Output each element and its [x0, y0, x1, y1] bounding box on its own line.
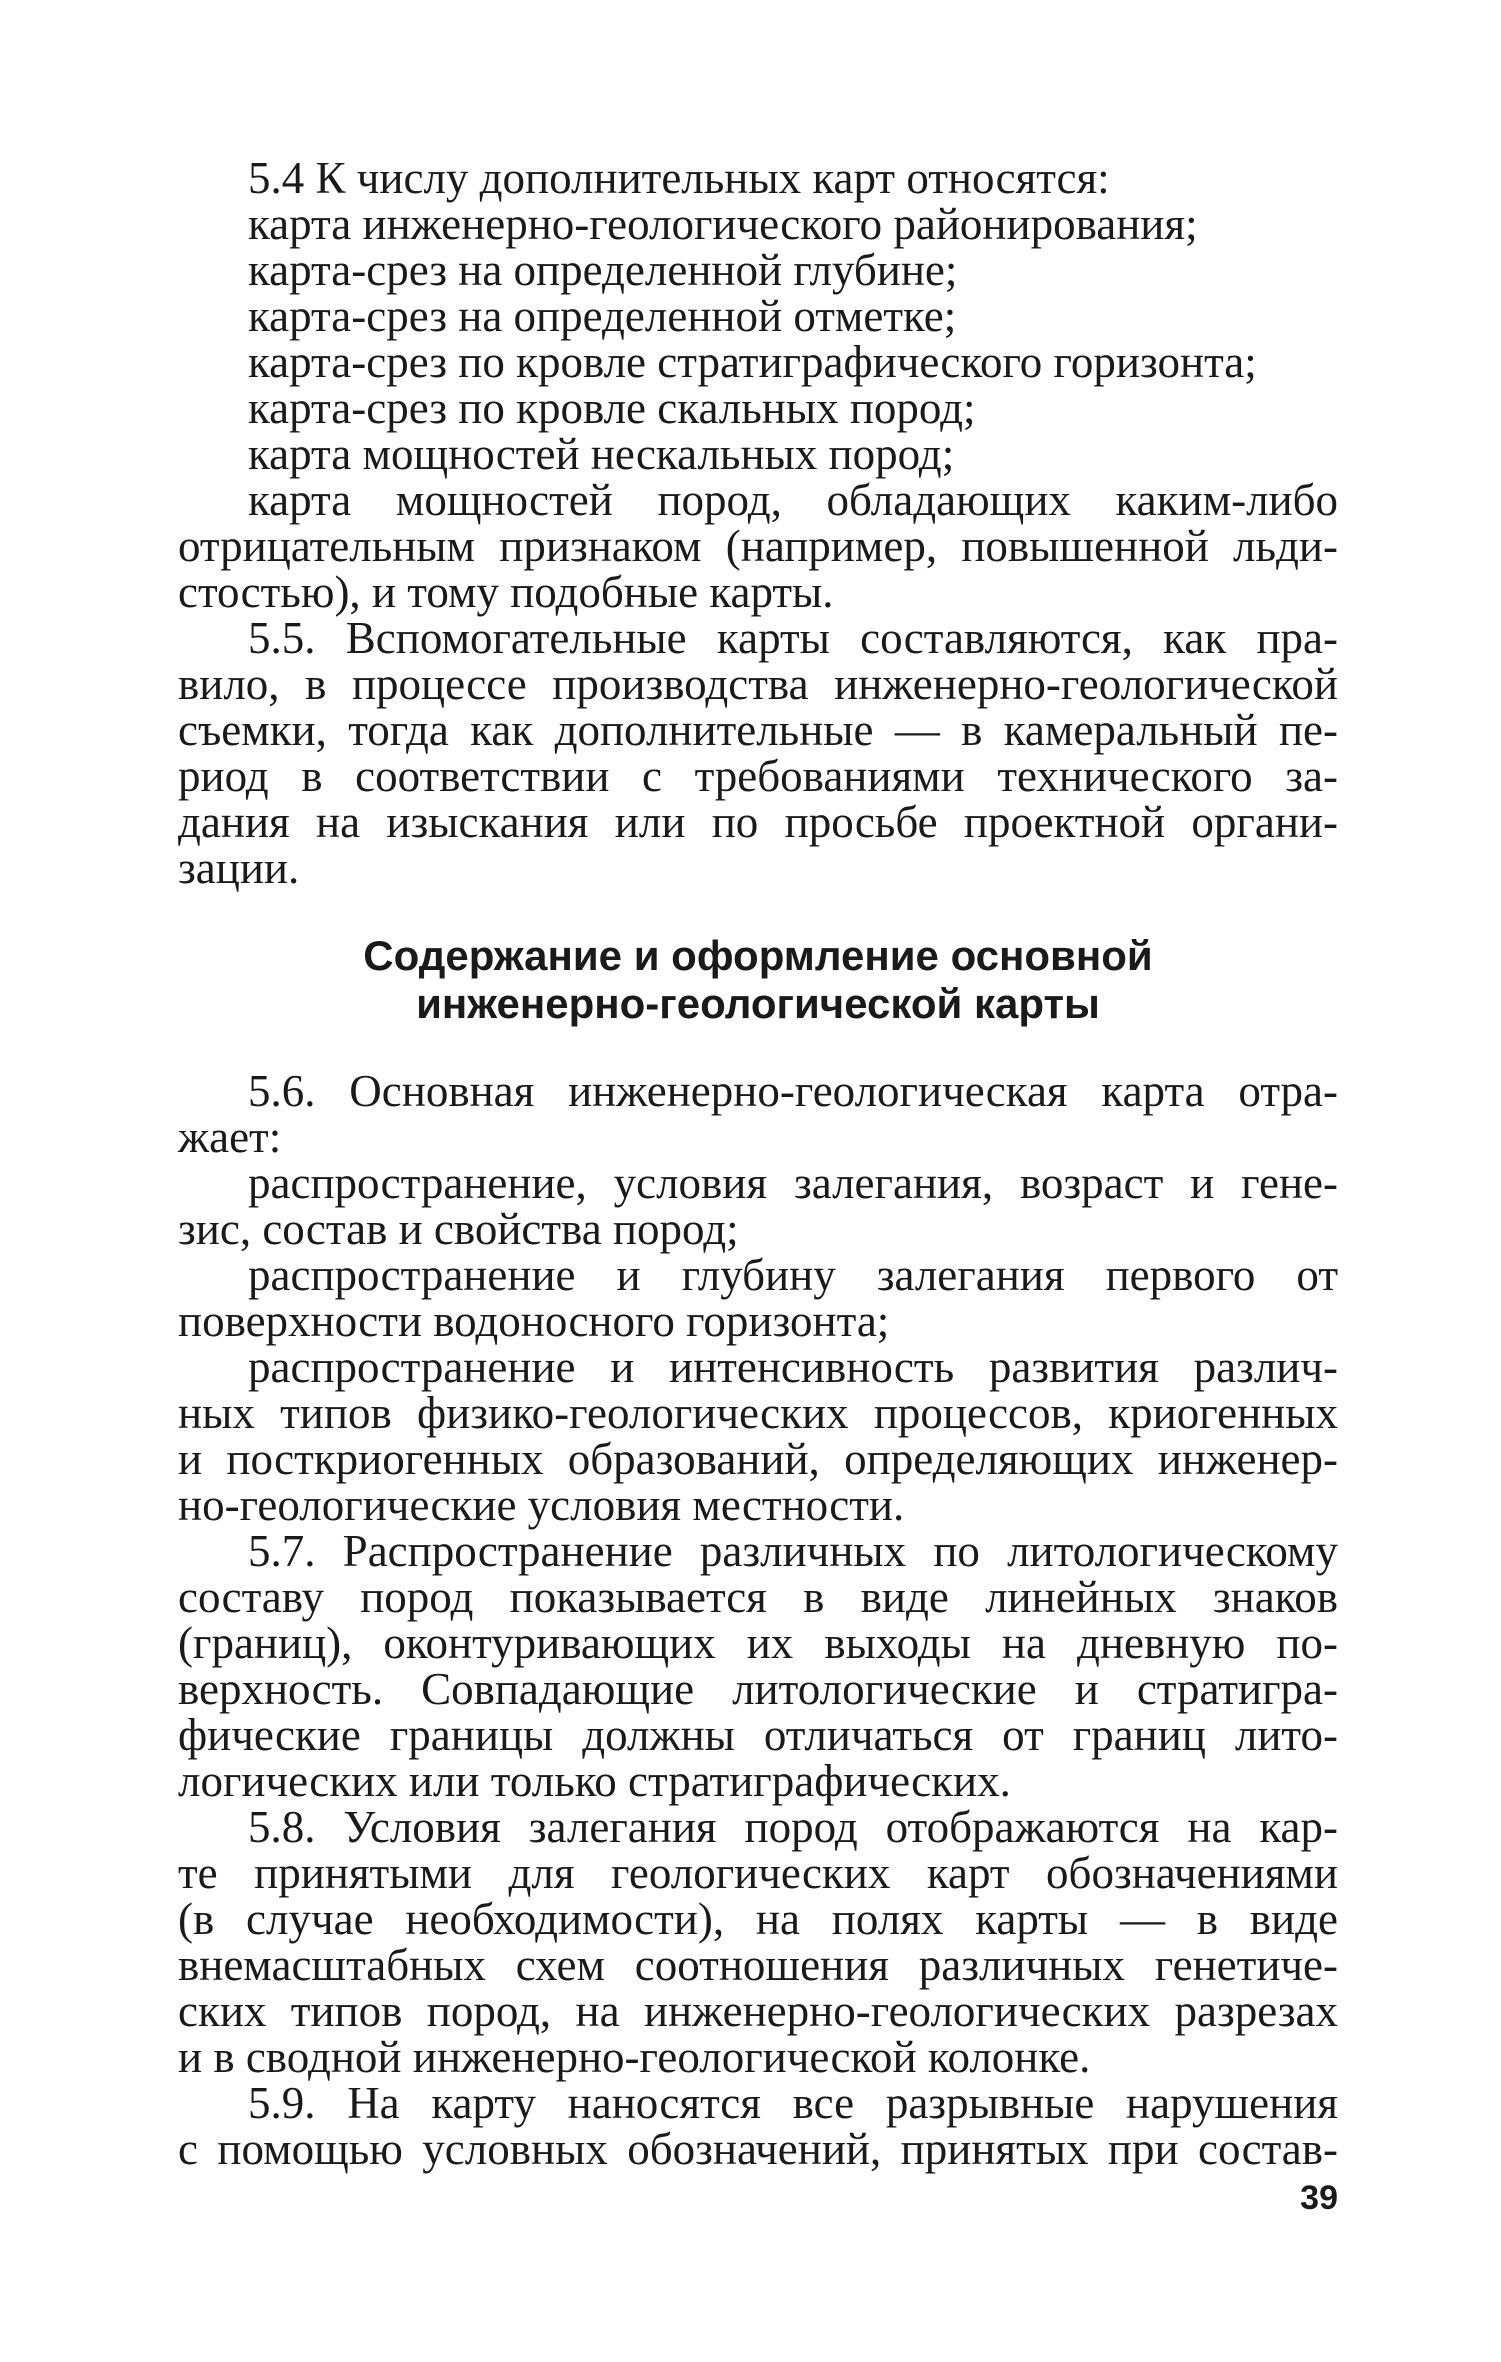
list-item-line: зис, состав и свойства пород;: [178, 1204, 739, 1254]
paragraph-line: отрицательным признаком (например, повышенной льди-: [178, 521, 1338, 571]
list-item-line: распространение, условия залегания, возраст и гене-: [248, 1158, 1338, 1208]
list-item-line: и посткриогенных образований, определяющих инженер-: [178, 1434, 1338, 1484]
paragraph-line: 5.4 К числу дополнительных карт относятся:: [248, 153, 1110, 203]
paragraph-line: риод в соответствии с требованиями технического за-: [178, 751, 1338, 801]
paragraph-line: логических или только стратиграфических.: [178, 1756, 1011, 1806]
paragraph-line: стостью), и тому подобные карты.: [178, 567, 834, 617]
document-page: [178, 155, 1338, 2295]
paragraph-line: 5.5. Вспомогательные карты составляются, как пра-: [248, 613, 1338, 663]
paragraph-line: 5.8. Условия залегания пород отображаются на кар-: [248, 1802, 1338, 1852]
paragraph-line: (в случае необходимости), на полях карты — в виде: [178, 1894, 1338, 1944]
paragraph-line: дания на изыскания или по просьбе проектной органи-: [178, 797, 1338, 847]
paragraph-line: 5.6. Основная инженерно-геологическая карта отра-: [248, 1066, 1338, 1116]
paragraph-line: ских типов пород, на инженерно-геологических разрезах: [178, 1986, 1338, 2036]
list-item-line: но-геологические условия местности.: [178, 1480, 905, 1530]
list-item-line: ных типов физико-геологических процессов, криогенных: [178, 1388, 1338, 1438]
paragraph-line: вило, в процессе производства инженерно-геологической: [178, 659, 1338, 709]
paragraph-line: верхность. Совпадающие литологические и стратигра-: [178, 1664, 1338, 1714]
paragraph-line: (границ), оконтуривающих их выходы на дневную по-: [178, 1618, 1338, 1668]
paragraph-line: и в сводной инженерно-геологической колонке.: [178, 2032, 1091, 2082]
section-heading: инженерно-геологической карты: [416, 980, 1100, 1027]
section-heading: Содержание и оформление основной: [363, 932, 1153, 979]
paragraph-line: фические границы должны отличаться от границ лито-: [178, 1710, 1338, 1760]
paragraph-line: внемасштабных схем соотношения различных генетиче-: [178, 1940, 1338, 1990]
list-item-line: распространение и интенсивность развития различ-: [248, 1342, 1338, 1392]
paragraph-line: зации.: [178, 843, 300, 893]
list-item-line: карта-срез на определенной глубине;: [248, 245, 958, 295]
list-item-line: карта мощностей пород, обладающих каким-либо: [248, 475, 1338, 525]
list-item-line: карта-срез на определенной отметке;: [248, 291, 957, 341]
list-item-line: карта-срез по кровле стратиграфического горизонта;: [248, 337, 1257, 387]
list-item-line: карта-срез по кровле скальных пород;: [248, 383, 976, 433]
page-number: 39: [1300, 2179, 1338, 2217]
list-item-line: распространение и глубину залегания первого от: [248, 1250, 1338, 1300]
list-item-line: поверхности водоносного горизонта;: [178, 1296, 890, 1346]
paragraph-line: 5.9. На карту наносятся все разрывные нарушения: [248, 2078, 1338, 2128]
paragraph-line: 5.7. Распространение различных по литологическому: [248, 1526, 1338, 1576]
paragraph-line: съемки, тогда как дополнительные — в камеральный пе-: [178, 705, 1338, 755]
paragraph-line: составу пород показывается в виде линейных знаков: [178, 1572, 1338, 1622]
paragraph-line: жает:: [178, 1112, 282, 1162]
paragraph-line: с помощью условных обозначений, принятых при состав-: [178, 2124, 1338, 2174]
list-item-line: карта мощностей нескальных пород;: [248, 429, 955, 479]
paragraph-line: те принятыми для геологических карт обозначениями: [178, 1848, 1338, 1898]
list-item-line: карта инженерно-геологического районирования;: [248, 199, 1198, 249]
